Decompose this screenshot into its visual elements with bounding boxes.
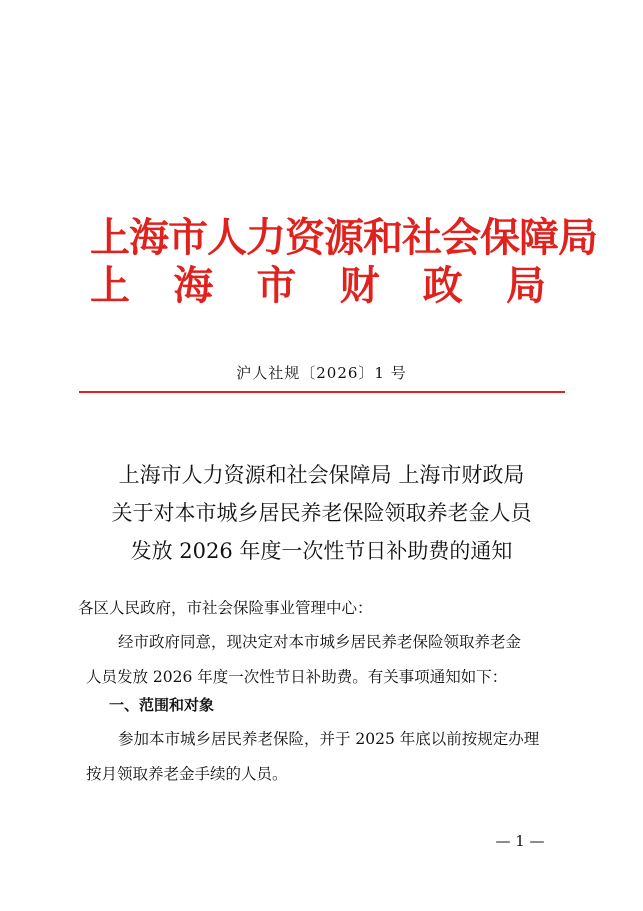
title-line-3: 发放 2026 年度一次性节日补助费的通知 [130,539,513,563]
paragraph-1-line-2: 人员发放 2026 年度一次性节日补助费。有关事项通知如下： [86,668,508,686]
org2-char: 局 [505,262,546,309]
paragraph-1 [86,625,568,695]
page-number: — 1 — [495,832,545,850]
red-divider-line [79,391,565,393]
document-title [0,456,643,570]
org2-char: 市 [256,262,297,309]
section-1-line-2: 按月领取养老金手续的人员。 [86,765,288,783]
title-line-2: 关于对本市城乡居民养老保险领取养老金人员 [111,501,532,525]
org2-char: 海 [173,262,214,309]
salutation: 各区人民政府，市社会保险事业管理中心： [78,599,373,617]
paragraph-1-line-1: 经市政府同意，现决定对本市城乡居民养老保险领取养老金 [118,633,522,651]
issuing-org-line1: 上海市人力资源和社会保障局 [90,214,597,261]
org2-char: 财 [339,262,380,309]
org2-char: 上 [90,262,130,309]
section-1-heading: 一、范围和对象 [109,696,215,714]
org2-char: 政 [422,262,463,309]
title-line-1: 上海市人力资源和社会保障局 上海市财政局 [118,463,525,487]
issuing-org-line2 [90,262,546,310]
section-1-line-1: 参加本市城乡居民养老保险，并于 2025 年底以前按规定办理 [118,730,540,748]
section-1-paragraph [86,722,568,792]
document-number: 沪人社规〔2026〕1 号 [236,364,407,382]
